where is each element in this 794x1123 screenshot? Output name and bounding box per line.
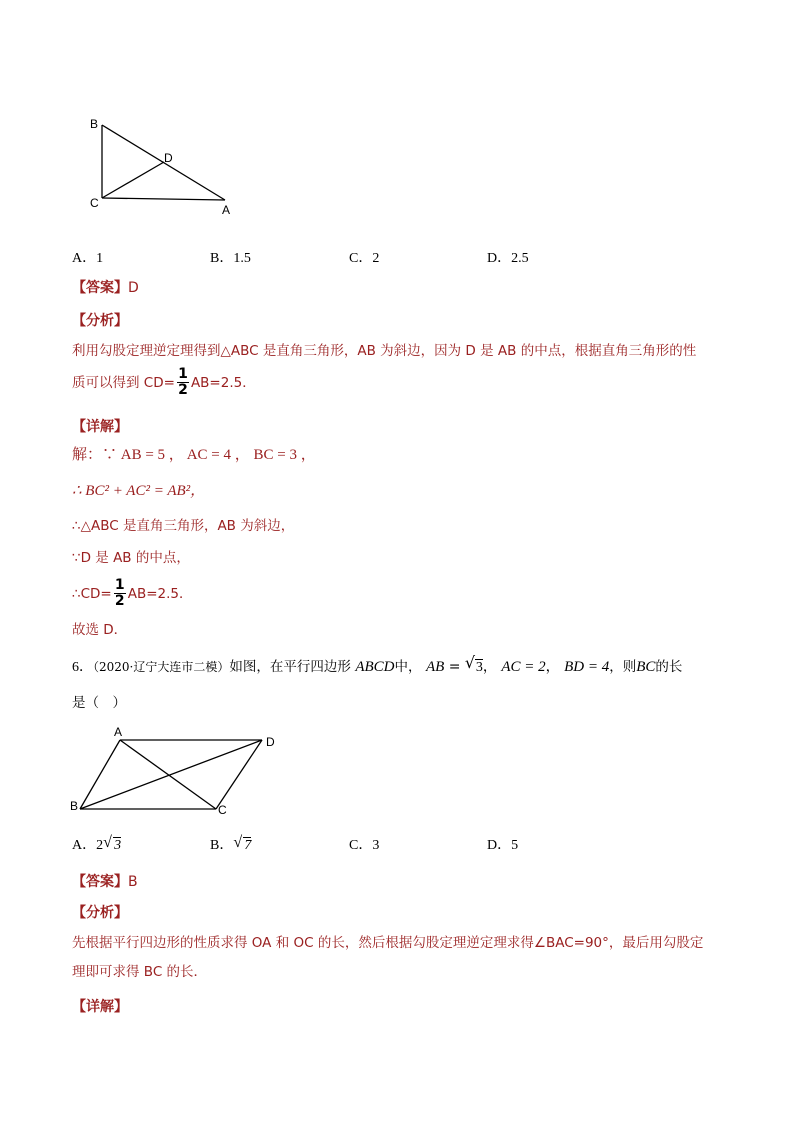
q5-option-a[interactable]: A．1	[72, 251, 104, 266]
q5-step6: 故选 D．	[72, 622, 128, 638]
q6-analysis-line2: 理即可求得 BC 的长．	[72, 964, 208, 980]
fraction-numerator: 1	[178, 366, 188, 382]
label-a: A	[114, 725, 123, 739]
label-c: C	[90, 196, 99, 210]
q5-step3: ∴△ABC 是直角三角形，AB 为斜边，	[72, 518, 295, 534]
label-d: D	[266, 735, 275, 749]
analysis-line2-post: AB=2.5．	[190, 374, 256, 391]
q6-end: 的长	[655, 659, 683, 675]
q5-step2: ∴ BC² + AC² = AB²，	[72, 483, 206, 499]
triangle-figure	[80, 110, 250, 220]
q6-number: 6．	[72, 660, 93, 675]
q6-tail: ，则	[609, 659, 637, 675]
fraction-one-half-2	[114, 578, 126, 609]
answer-value: B	[128, 874, 138, 890]
q6-answer	[72, 871, 138, 891]
label-d: D	[164, 151, 173, 165]
q6-analysis-line1: 先根据平行四边形的性质求得 OA 和 OC 的长，然后根据勾股定理逆定理求得∠BAC=90°，最后用勾股定	[72, 935, 704, 951]
answer-tag: 【答案】	[72, 874, 128, 890]
q6-stem-line2: 是（ ）	[72, 695, 126, 711]
q6-stem-text: 如图，在平行四边形	[229, 659, 351, 675]
answer-tag: 【答案】	[72, 280, 128, 296]
fraction-numerator: 1	[114, 577, 125, 593]
q5-analysis-tag: 【分析】	[72, 313, 128, 329]
label-b: B	[90, 117, 99, 131]
q6-option-b-pre: B．	[210, 838, 234, 853]
q6-ab: AB	[425, 659, 445, 675]
q5-detail-tag: 【详解】	[72, 419, 128, 435]
q6-zhong: 中，	[394, 659, 422, 675]
q5-analysis-line1: 利用勾股定理逆定理得到△ABC 是直角三角形，AB 为斜边，因为 D 是 AB 的中点，根据直角三角形的性	[72, 343, 697, 359]
sqrt-7-option: √ 7	[233, 834, 252, 853]
label-b: B	[70, 799, 79, 813]
q6-ac: AC = 2	[501, 659, 546, 675]
q6-option-a[interactable]	[72, 834, 121, 854]
q5-option-d[interactable]: D．2.5	[487, 251, 529, 266]
answer-value: D	[128, 280, 139, 296]
q6-bd: BD = 4	[564, 659, 610, 675]
fraction-denominator: 2	[114, 593, 125, 609]
q6-detail-tag: 【详解】	[72, 999, 128, 1015]
option-a-radicand: 3	[114, 838, 122, 853]
q6-eq: =	[448, 659, 461, 675]
q6-abcd: ABCD	[355, 659, 395, 675]
sqrt-3: √ 3	[464, 653, 483, 675]
q6-bc: BC	[636, 659, 656, 675]
q6-option-a-pre: A．2	[72, 838, 104, 853]
analysis-line2-pre: 质可以得到 CD=	[72, 374, 175, 391]
q6-option-d[interactable]: D．5	[487, 838, 519, 853]
step5-post: AB=2.5．	[127, 585, 193, 602]
q5-step4: ∵D 是 AB 的中点，	[72, 550, 190, 566]
q6-analysis-tag: 【分析】	[72, 905, 128, 921]
fraction-one-half	[177, 367, 189, 398]
q5-option-c[interactable]: C．2	[349, 251, 380, 266]
fraction-denominator: 2	[178, 382, 188, 398]
q5-option-b[interactable]: B．1.5	[210, 251, 251, 266]
sqrt-3-option: √ 3	[103, 834, 122, 853]
sqrt-3-radicand: 3	[475, 660, 483, 675]
q6-stem-line1: 6．（2020·辽宁大连市二模）如图，在平行四边形 ABCD中， AB = √ 3， AC = 2， BD = 4，则BC的长	[72, 657, 682, 678]
option-b-radicand: 7	[244, 838, 252, 853]
q6-option-b[interactable]	[210, 834, 251, 854]
q5-step1: 解：∵ AB = 5 ， AC = 4 ， BC = 3 ，	[72, 447, 316, 463]
parallelogram-figure	[66, 722, 286, 822]
q6-option-c[interactable]: C．3	[349, 838, 380, 853]
q5-analysis-line2	[72, 367, 256, 398]
q6-source: （2020·辽宁大连市二模）	[93, 660, 230, 674]
q5-answer	[72, 277, 139, 297]
step5-pre: ∴CD=	[72, 585, 112, 602]
label-a: A	[222, 203, 231, 217]
label-c: C	[218, 803, 227, 817]
q5-step5	[72, 578, 193, 609]
